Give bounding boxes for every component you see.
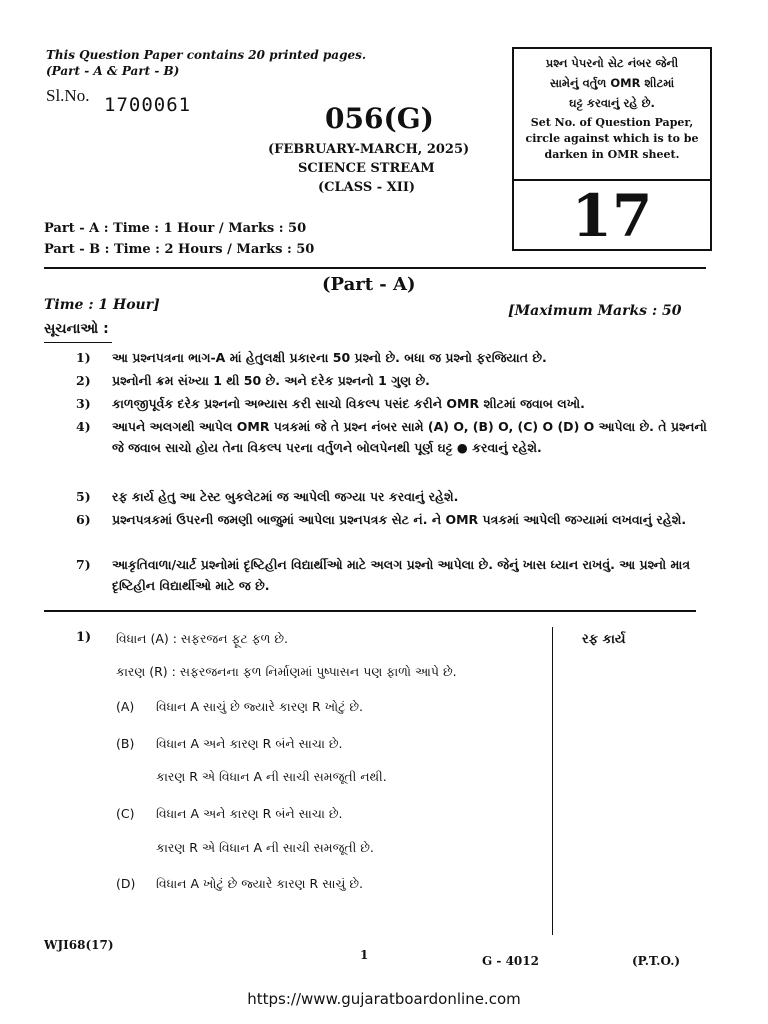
part-heading: (Part - A) — [322, 274, 416, 295]
set-box-eng-text — [514, 115, 710, 163]
instruction-item — [76, 554, 716, 596]
instruction-number: 5) — [76, 489, 91, 504]
instruction-item — [76, 416, 716, 458]
set-box-guj-text — [514, 53, 710, 113]
pto-label: (P.T.O.) — [632, 954, 681, 968]
question-reason: કારણ (R) : સફરજનના ફળ નિર્માણમાં પુષ્પાસન પણ ફાળો આપે છે. — [116, 664, 457, 679]
instruction-text: પ્રશ્નોની ક્રમ સંખ્યા 1 થી 50 છે. અને દરેક પ્રશ્નનો 1 ગુણ છે. — [112, 373, 430, 388]
stream-label: SCIENCE STREAM — [298, 161, 435, 176]
site-url: https://www.gujaratboardonline.com — [247, 990, 521, 1008]
option-text: વિધાન A ખોટું છે જ્યારે કારણ R સાચું છે. — [156, 876, 363, 891]
exam-date: (FEBRUARY-MARCH, 2025) — [268, 142, 470, 157]
option-label: (A) — [116, 699, 135, 714]
question-statement: વિધાન (A) : સફરજન ફૂટ ફળ છે. — [116, 631, 289, 646]
parts-note: (Part - A & Part - B) — [46, 64, 180, 78]
page-number: 1 — [360, 948, 369, 962]
section-rule — [44, 610, 696, 612]
part-b-timing: Part - B : Time : 2 Hours / Marks : 50 — [44, 242, 315, 257]
instruction-text: આપને અલગથી આપેલ OMR પત્રકમાં જે તે પ્રશ્ન નંબર સામે (A) O, (B) O, (C) O (D) O આપેલા છે. તે પ્રશ્નનો જે જવાબ સાચો હોય તેના વિકલ્પ પરના વર્તુળને બોલપેનથી પૂર્ણ ઘટ્ટ ● કરવાનું રહેશે. — [112, 419, 707, 455]
serial-number-value: 1700061 — [104, 94, 192, 116]
instruction-number: 3) — [76, 396, 91, 411]
top-rule — [44, 267, 706, 269]
set-box-eng-line: Set No. of Question Paper, — [530, 116, 694, 129]
instruction-item — [76, 486, 716, 507]
rough-work-label: રફ કાર્ય — [582, 632, 626, 647]
set-number-box — [512, 47, 712, 251]
instruction-item — [76, 347, 716, 368]
set-box-guj-line: ઘટ્ટ કરવાનું રહે છે. — [569, 96, 655, 110]
set-number: 17 — [571, 182, 653, 250]
pages-note: This Question Paper contains 20 printed pages. — [46, 48, 367, 62]
instruction-number: 2) — [76, 373, 91, 388]
option-text: વિધાન A અને કારણ R બંને સાચા છે. — [156, 806, 343, 821]
set-box-eng-line: darken in OMR sheet. — [544, 148, 680, 161]
instruction-text: આકૃતિવાળા/ચાર્ટ પ્રશ્નોમાં દૃષ્ટિહીન વિદ્યાર્થીઓ માટે અલગ પ્રશ્નો આપેલા છે. જેનું ખાસ ધ્યાન રાખવું. આ પ્રશ્નો માત્ર દૃષ્ટિહીન વિદ્યાર્થીઓ માટે જ છે. — [112, 557, 691, 593]
footer-code: WJI68(17) — [44, 938, 114, 952]
serial-number-label: Sl.No. — [46, 86, 90, 105]
g-code: G - 4012 — [482, 954, 539, 968]
rough-work-divider — [552, 627, 553, 935]
set-box-guj-line: પ્રશ્ન પેપરનો સેટ નંબર જેની — [545, 56, 679, 70]
instruction-item — [76, 509, 716, 530]
max-marks: [Maximum Marks : 50 — [508, 303, 682, 319]
instruction-text: આ પ્રશ્નપત્રના ભાગ-A માં હેતુલક્ષી પ્રકારના 50 પ્રશ્નો છે. બધા જ પ્રશ્નો ફરજિયાત છે. — [112, 350, 547, 365]
instruction-text: કાળજીપૂર્વક દરેક પ્રશ્નનો અભ્યાસ કરી સાચો વિકલ્પ પસંદ કરીને OMR શીટમાં જવાબ લખો. — [112, 396, 585, 411]
option-text: કારણ R એ વિધાન A ની સાચી સમજૂતી છે. — [156, 840, 374, 855]
option-text: કારણ R એ વિધાન A ની સાચી સમજૂતી નથી. — [156, 769, 387, 784]
option-label: (D) — [116, 876, 136, 891]
instructions-title: સૂચનાઓ : — [44, 321, 109, 337]
instruction-text: રફ કાર્ય હેતુ આ ટેસ્ટ બુકલેટમાં જ આપેલી જગ્યા પર કરવાનું રહેશે. — [112, 489, 459, 504]
instruction-number: 4) — [76, 419, 91, 434]
instruction-text: પ્રશ્નપત્રકમાં ઉપરની જમણી બાજુમાં આપેલા પ્રશ્નપત્રક સેટ નં. ને OMR પત્રકમાં આપેલી જગ્યામાં લખવાનું રહેશે. — [112, 512, 687, 527]
instructions-underline — [44, 342, 112, 343]
set-box-eng-line: circle against which is to be — [525, 132, 699, 145]
option-text: વિધાન A અને કારણ R બંને સાચા છે. — [156, 736, 343, 751]
question-number: 1) — [76, 630, 92, 645]
instruction-number: 6) — [76, 512, 91, 527]
part-a-timing: Part - A : Time : 1 Hour / Marks : 50 — [44, 221, 307, 236]
option-label: (C) — [116, 806, 135, 821]
class-label: (CLASS - XII) — [318, 180, 416, 195]
instruction-item — [76, 370, 716, 391]
set-box-guj-line: સામેનું વર્તુળ OMR શીટમાં — [549, 76, 675, 90]
paper-code: 056(G) — [325, 102, 434, 135]
instruction-number: 1) — [76, 350, 91, 365]
instruction-item — [76, 393, 716, 414]
option-text: વિધાન A સાચું છે જ્યારે કારણ R ખોટું છે. — [156, 699, 363, 714]
part-a-time: Time : 1 Hour] — [44, 297, 160, 313]
instruction-number: 7) — [76, 557, 91, 572]
option-label: (B) — [116, 736, 135, 751]
